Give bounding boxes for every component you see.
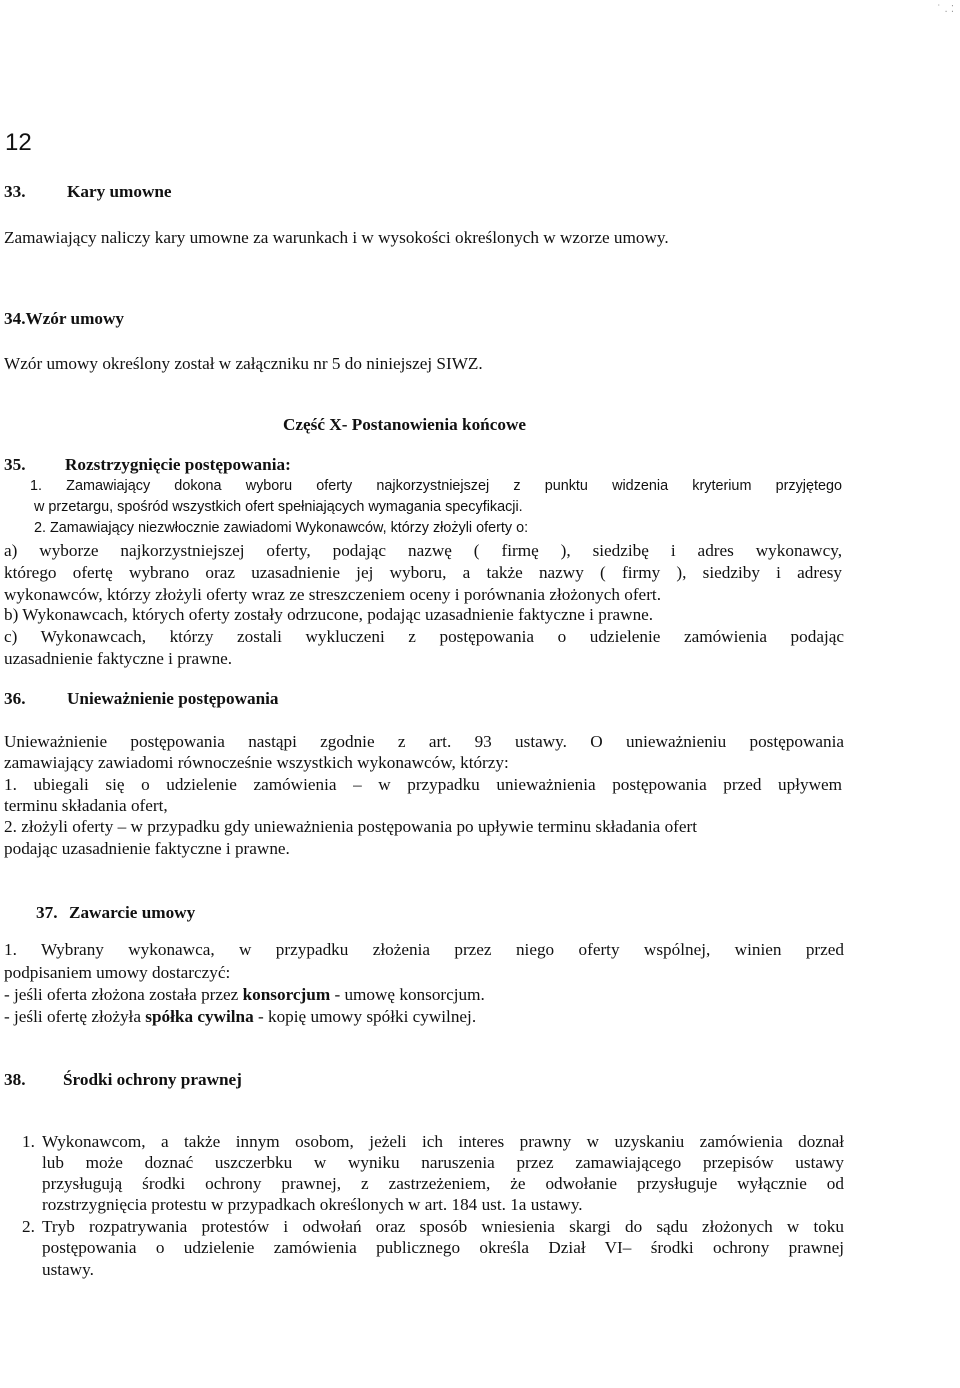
section-38-item-2-line-3: ustawy. xyxy=(42,1260,94,1279)
section-36-line-2: zamawiający zawiadomi równocześnie wszystkich wykonawców, którzy: xyxy=(4,753,509,772)
section-37-civil-partnership: spółka cywilna xyxy=(145,1007,254,1026)
section-35-line-2: w przetargu, spośród wszystkich ofert spełniających wymagania specyfikacji. xyxy=(34,499,523,515)
section-35-line-8: c) Wykonawcach, którzy zostali wykluczeni z postępowania o udzielenie zamówienia podając xyxy=(4,627,844,646)
section-35-line-7: b) Wykonawcach, których oferty zostały odrzucone, podając uzasadnienie faktyczne i prawne. xyxy=(4,605,654,624)
section-37-line-4-pre: - jeśli ofertę złożyła xyxy=(4,1007,146,1026)
section-37-line-3-pre: - jeśli oferta złożona została przez xyxy=(4,985,243,1004)
section-36-title: Unieważnienie postępowania xyxy=(67,689,279,708)
section-35-line-6: wykonawców, którzy złożyli oferty wraz ze streszczeniem oceny i porównania złożonych ofert. xyxy=(4,585,661,604)
section-35-line-9: uzasadnienie faktyczne i prawne. xyxy=(4,649,233,668)
scan-specks: ˙ . ⁚ xyxy=(936,4,954,15)
page-number: 12 xyxy=(5,129,32,156)
section-38-item-1-line-1: Wykonawcom, a także innym osobom, jeżeli ich interes prawny w uzyskaniu zamówienia doznał xyxy=(42,1132,844,1151)
section-35-number: 35. xyxy=(4,455,26,474)
section-37-line-2: podpisaniem umowy dostarczyć: xyxy=(4,963,231,982)
section-38-item-1-line-3: przysługują środki ochrony prawnej, z zastrzeżeniem, że odwołanie przysługuje wyłącznie od xyxy=(42,1174,844,1193)
section-36-line-1: Unieważnienie postępowania nastąpi zgodnie z art. 93 ustawy. O unieważnieniu postępowania xyxy=(4,732,844,751)
section-37-line-4 xyxy=(4,1006,476,1027)
section-37-line-1: 1. Wybrany wykonawca, w przypadku złożenia przez niego oferty wspólnej, winien przed xyxy=(4,940,844,959)
section-38-item-1-number: 1. xyxy=(22,1132,35,1151)
section-38-item-1-line-2: lub może doznać uszczerbku w wyniku naruszenia przez zamawiającego przepisów ustawy xyxy=(42,1153,844,1172)
section-37-line-3-post: - umowę konsorcjum. xyxy=(330,985,485,1004)
section-33-number: 33. xyxy=(4,182,26,201)
section-33-text: Zamawiający naliczy kary umowne za warunkach i w wysokości określonych w wzorze umowy. xyxy=(4,228,669,247)
section-36-line-3: 1. ubiegali się o udzielenie zamówienia – w przypadku unieważnienia postępowania przed upływem xyxy=(4,775,842,794)
section-38-number: 38. xyxy=(4,1070,26,1089)
section-38-item-2-line-1: Tryb rozpatrywania protestów i odwołań oraz sposób wniesienia skargi do sądu złożonych w toku xyxy=(42,1217,844,1236)
section-36-line-5: 2. złożyli oferty – w przypadku gdy unieważnienia postępowania po upływie terminu składania ofert xyxy=(4,817,698,836)
section-37-title: Zawarcie umowy xyxy=(69,903,196,922)
section-35-title: Rozstrzygnięcie postępowania: xyxy=(65,455,291,474)
section-34-text: Wzór umowy określony został w załączniku nr 5 do niniejszej SIWZ. xyxy=(4,354,483,373)
section-35-line-3: 2. Zamawiający niezwłocznie zawiadomi Wykonawców, którzy złożyli oferty o: xyxy=(34,520,529,536)
section-35-line-5: którego ofertę wybrano oraz uzasadnienie jej wyboru, a także nazwy ( firmy ), siedziby i adresy xyxy=(4,563,842,582)
section-37-line-3 xyxy=(4,984,485,1005)
section-36-number: 36. xyxy=(4,689,26,708)
section-36-line-6: podając uzasadnienie faktyczne i prawne. xyxy=(4,839,290,858)
section-37-number: 37. xyxy=(36,903,58,922)
section-36-line-4: terminu składania ofert, xyxy=(4,796,168,815)
section-35-line-4: a) wyborze najkorzystniejszej oferty, podając nazwę ( firmę ), siedzibę i adres wykonawcy, xyxy=(4,541,842,560)
part-title: Część X- Postanowienia końcowe xyxy=(283,415,526,434)
section-35-line-1: 1. Zamawiający dokona wyboru oferty najkorzystniejszej z punktu widzenia kryterium przyjętego xyxy=(30,478,842,494)
section-37-consortium: konsorcjum xyxy=(242,985,331,1004)
section-38-item-1-line-4: rozstrzygnięcia protestu w przypadkach określonych w art. 184 ust. 1a ustawy. xyxy=(42,1195,583,1214)
section-33-title: Kary umowne xyxy=(67,182,172,201)
section-37-line-4-post: - kopię umowy spółki cywilnej. xyxy=(253,1007,477,1026)
section-38-item-2-line-2: postępowania o udzielenie zamówienia publicznego określa Dział VI– środki ochrony prawnej xyxy=(42,1238,844,1257)
section-34-heading: 34.Wzór umowy xyxy=(4,309,124,328)
section-38-title: Środki ochrony prawnej xyxy=(63,1070,242,1089)
section-38-item-2-number: 2. xyxy=(22,1217,35,1236)
